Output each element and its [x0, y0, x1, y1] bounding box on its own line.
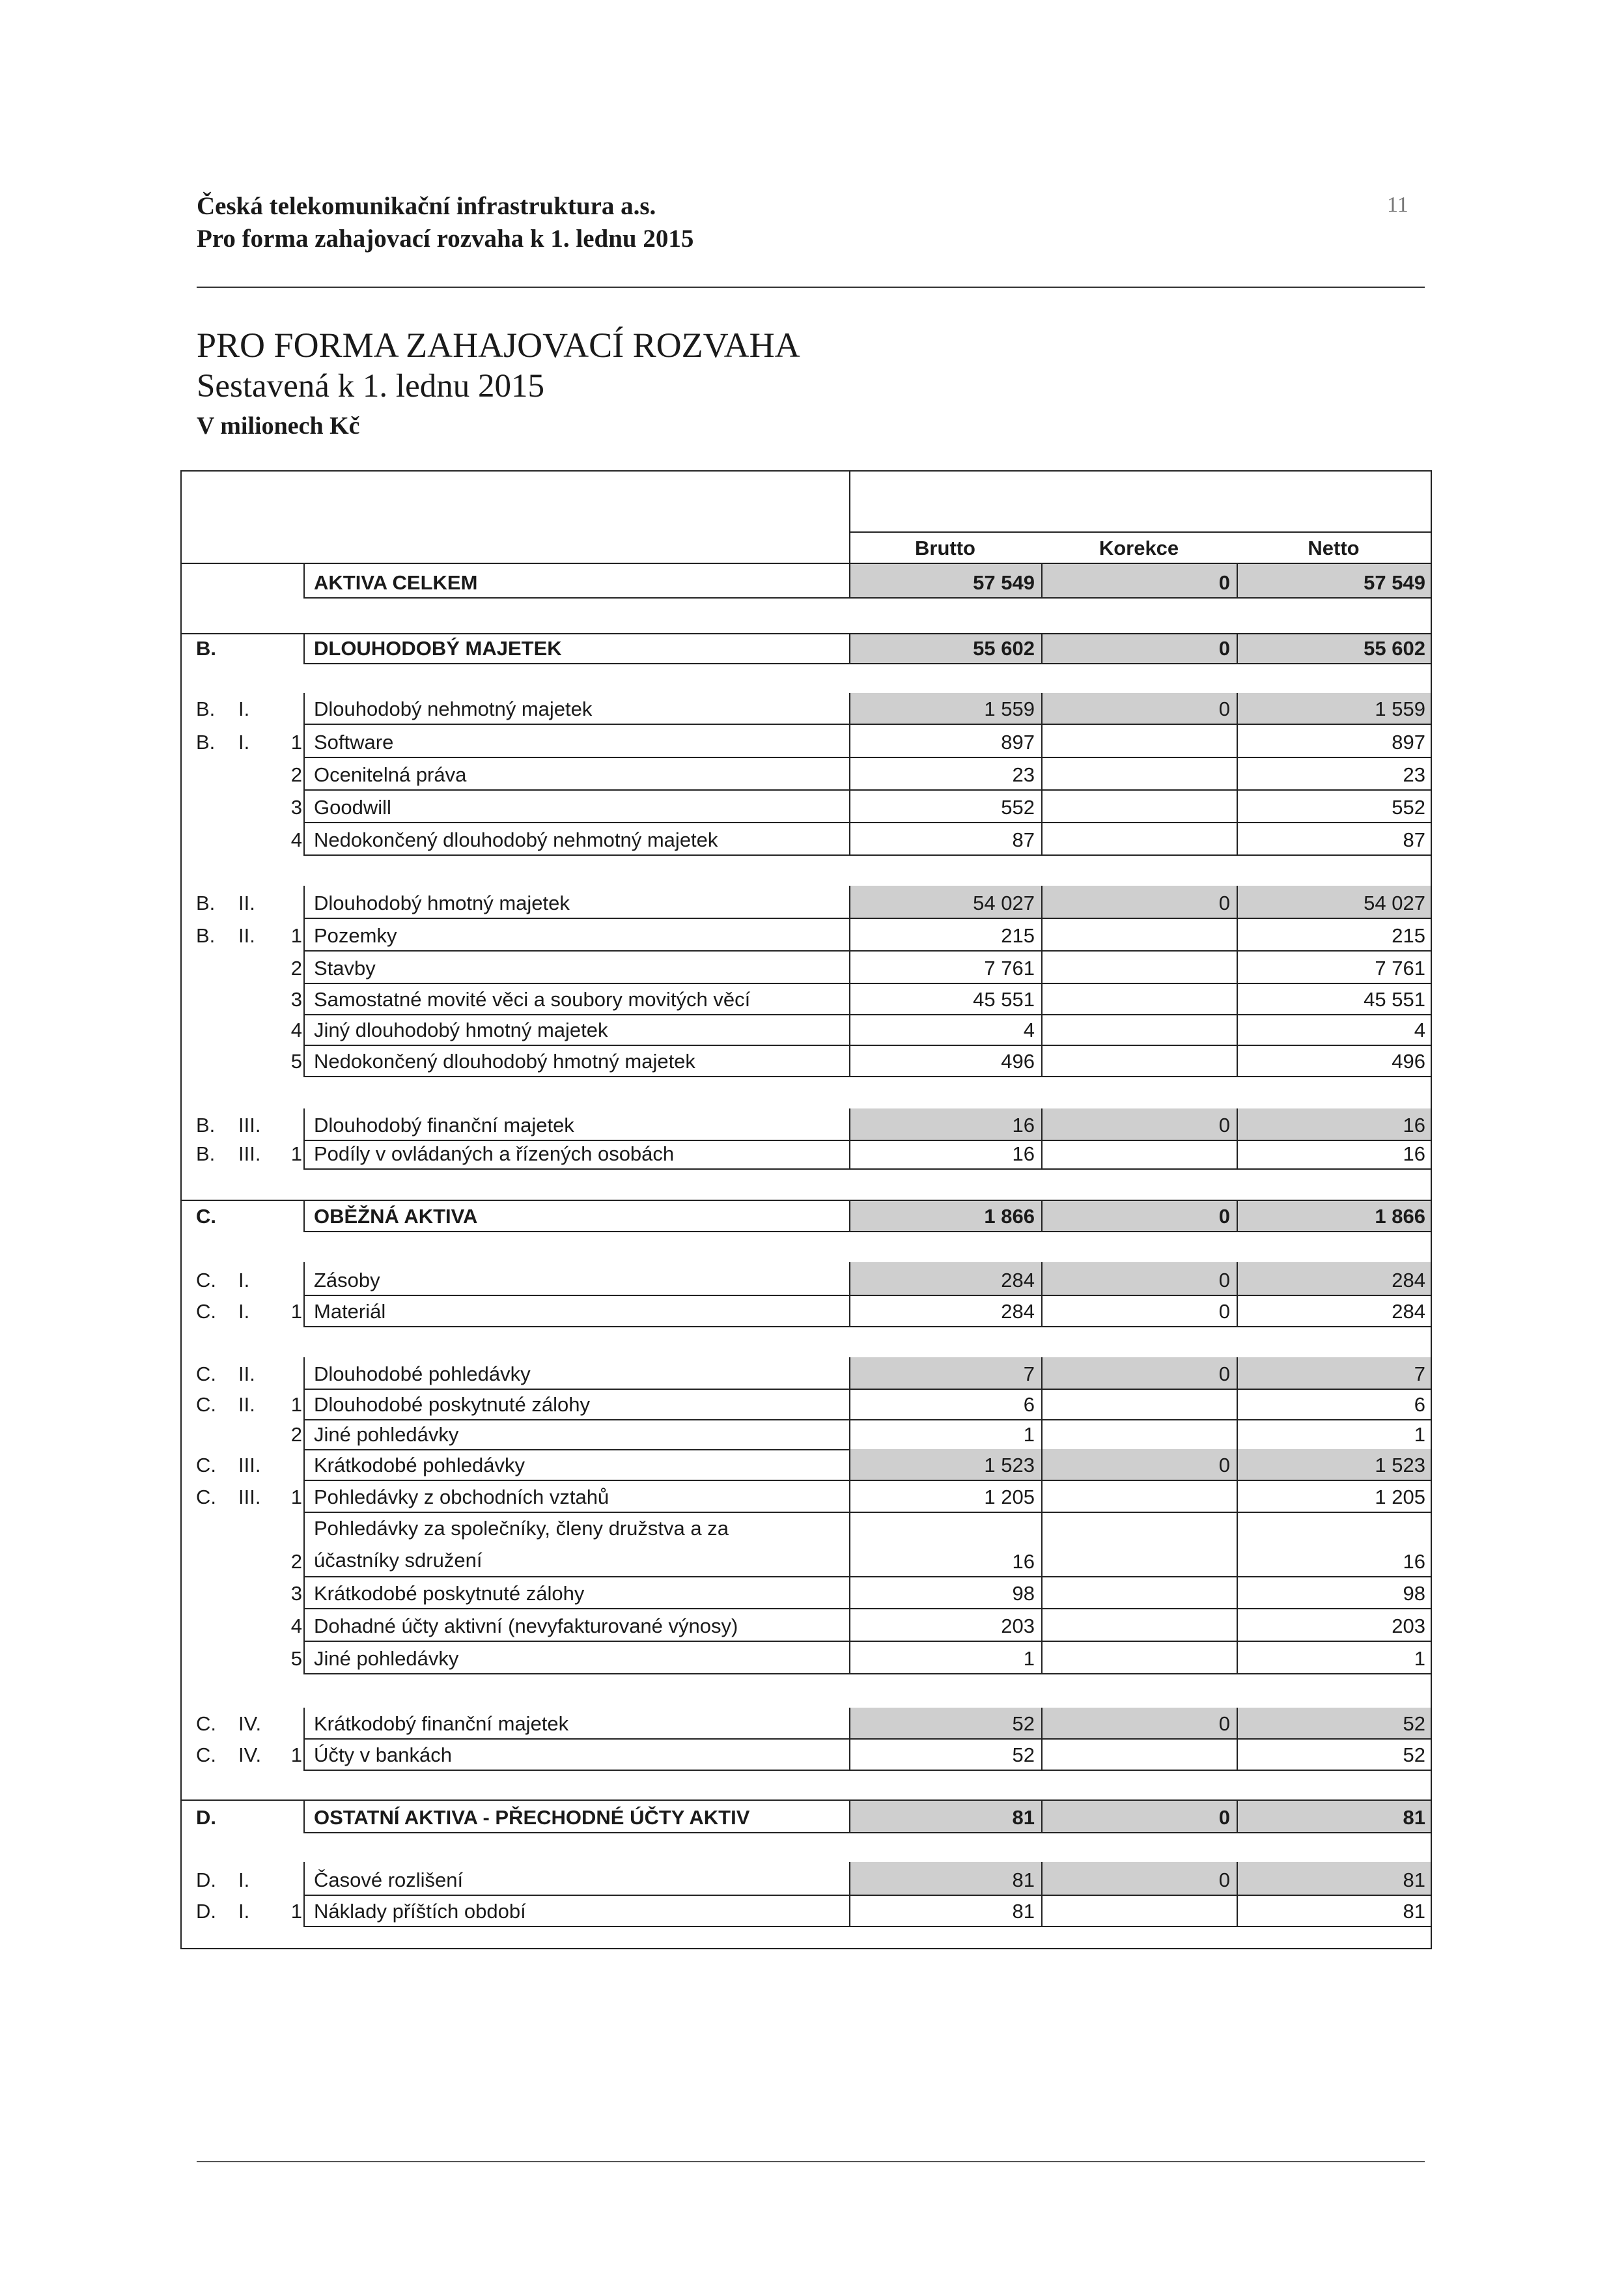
row-line — [303, 1480, 1431, 1481]
column-header-netto: Netto — [1308, 537, 1360, 559]
column-divider — [303, 886, 305, 918]
row-code-section: D. — [196, 1806, 216, 1829]
row-code-group: I. — [238, 1869, 250, 1891]
balance-sheet-date: Sestavená k 1. lednu 2015 — [197, 368, 544, 404]
row-line — [303, 1014, 1431, 1015]
row-code-item: 2 — [290, 1423, 302, 1446]
row-code-section: B. — [196, 731, 216, 754]
value-netto: 284 — [1392, 1269, 1425, 1291]
value-netto: 1 205 — [1375, 1486, 1425, 1508]
value-brutto: 87 — [1012, 828, 1035, 851]
column-divider — [1041, 950, 1043, 983]
value-brutto: 6 — [1023, 1393, 1035, 1416]
row-label: Účty v bankách — [314, 1743, 452, 1766]
row-code-item: 1 — [290, 1486, 302, 1508]
row-label: Dlouhodobý nehmotný majetek — [314, 698, 593, 720]
row-label: DLOUHODOBÝ MAJETEK — [314, 637, 562, 660]
value-brutto: 7 761 — [984, 957, 1035, 980]
row-line — [303, 1512, 1431, 1513]
column-divider — [1041, 1895, 1043, 1926]
value-brutto: 81 — [1012, 1900, 1035, 1923]
row-code-group: I. — [238, 1300, 250, 1323]
row-code-section: D. — [196, 1900, 216, 1923]
value-brutto: 16 — [1012, 1550, 1035, 1573]
value-netto: 16 — [1403, 1114, 1425, 1136]
column-divider — [303, 1641, 305, 1673]
row-code-section: B. — [196, 698, 216, 720]
row-code-section: B. — [196, 1114, 216, 1136]
row-code-group: I. — [238, 731, 250, 754]
column-divider — [303, 1512, 305, 1576]
row-code-section: C. — [196, 1205, 216, 1228]
value-netto: 1 866 — [1375, 1205, 1425, 1228]
row-label: Materiál — [314, 1300, 386, 1323]
row-label: Krátkodobý finanční majetek — [314, 1712, 569, 1735]
row-line — [303, 950, 1431, 952]
row-label: Pohledávky za společníky, členy družstva a za — [314, 1517, 729, 1540]
column-header-line — [849, 531, 1431, 533]
value-brutto: 284 — [1001, 1269, 1035, 1291]
value-netto: 4 — [1414, 1019, 1425, 1041]
row-code-group: III. — [238, 1142, 261, 1165]
row-code-item: 2 — [290, 763, 302, 786]
value-netto: 552 — [1392, 796, 1425, 819]
row-line — [303, 1770, 1431, 1771]
column-divider — [303, 563, 305, 597]
value-netto: 23 — [1403, 763, 1425, 786]
row-code-item: 3 — [290, 988, 302, 1011]
row-code-group: IV. — [238, 1743, 262, 1766]
column-divider — [303, 1108, 305, 1140]
row-line — [303, 1231, 1431, 1232]
row-code-group: II. — [238, 924, 255, 947]
row-line — [303, 1895, 1431, 1896]
row-label: Nedokončený dlouhodobý hmotný majetek — [314, 1050, 695, 1073]
value-netto: 81 — [1403, 1806, 1425, 1829]
row-code-group: III. — [238, 1454, 261, 1476]
footer-divider — [197, 2161, 1425, 2162]
value-brutto: 1 — [1023, 1423, 1035, 1446]
value-korekce: 0 — [1218, 698, 1230, 720]
value-brutto: 1 559 — [984, 698, 1035, 720]
value-brutto: 16 — [1012, 1142, 1035, 1165]
document-subtitle: Pro forma zahajovací rozvaha k 1. lednu 2015 — [197, 225, 694, 253]
column-divider — [1041, 1608, 1043, 1641]
column-header-brutto: Brutto — [915, 537, 975, 559]
row-line — [303, 1738, 1431, 1740]
value-brutto: 54 027 — [973, 892, 1035, 914]
value-netto: 1 523 — [1375, 1454, 1425, 1476]
value-netto: 215 — [1392, 924, 1425, 947]
value-brutto: 1 — [1023, 1647, 1035, 1670]
row-code-group: I. — [238, 1900, 250, 1923]
column-divider — [303, 725, 305, 757]
row-code-item: 1 — [290, 1142, 302, 1165]
value-korekce: 0 — [1218, 1269, 1230, 1291]
row-label: Goodwill — [314, 796, 391, 819]
column-divider — [1041, 1419, 1043, 1449]
column-divider — [1041, 1641, 1043, 1673]
column-divider — [303, 1140, 305, 1168]
value-netto: 81 — [1403, 1900, 1425, 1923]
value-brutto: 23 — [1012, 763, 1035, 786]
row-code-item: 5 — [290, 1647, 302, 1670]
value-korekce: 0 — [1218, 1712, 1230, 1735]
column-divider — [303, 1295, 305, 1326]
column-divider — [303, 1708, 305, 1738]
value-korekce: 0 — [1218, 1806, 1230, 1829]
value-brutto: 215 — [1001, 924, 1035, 947]
value-netto: 81 — [1403, 1869, 1425, 1891]
value-brutto: 57 549 — [973, 571, 1035, 594]
column-divider — [1041, 822, 1043, 854]
header-divider — [197, 287, 1425, 288]
row-code-item: 3 — [290, 796, 302, 819]
column-divider — [303, 693, 305, 724]
section-line — [182, 563, 1431, 564]
row-label: Nedokončený dlouhodobý nehmotný majetek — [314, 828, 718, 851]
row-label: Dlouhodobé poskytnuté zálohy — [314, 1393, 590, 1416]
row-line — [303, 597, 1431, 599]
column-divider — [303, 1262, 305, 1295]
row-label: Krátkodobé pohledávky — [314, 1454, 525, 1476]
value-netto: 7 — [1414, 1362, 1425, 1385]
value-netto: 55 602 — [1364, 637, 1425, 660]
row-code-group: III. — [238, 1114, 261, 1136]
column-divider — [1041, 1738, 1043, 1770]
row-code-item: 1 — [290, 1300, 302, 1323]
row-code-section: B. — [196, 637, 216, 660]
row-code-group: III. — [238, 1486, 261, 1508]
column-divider — [303, 1480, 305, 1512]
row-code-item: 1 — [290, 1393, 302, 1416]
row-line — [303, 789, 1431, 791]
column-divider — [303, 918, 305, 950]
row-code-item: 2 — [290, 1550, 302, 1573]
row-label: Ocenitelná práva — [314, 763, 467, 786]
value-netto: 54 027 — [1364, 892, 1425, 914]
row-label: Software — [314, 731, 394, 754]
column-divider — [303, 1045, 305, 1076]
value-brutto: 4 — [1023, 1019, 1035, 1041]
column-divider — [303, 983, 305, 1014]
value-brutto: 1 205 — [984, 1486, 1035, 1508]
row-code-section: B. — [196, 892, 216, 914]
column-divider — [1041, 1045, 1043, 1076]
row-code-group: I. — [238, 1269, 250, 1291]
column-divider — [303, 1895, 305, 1926]
value-korekce: 0 — [1218, 571, 1230, 594]
row-label: OSTATNÍ AKTIVA - PŘECHODNÉ ÚČTY AKTIV — [314, 1806, 750, 1829]
column-divider — [303, 1389, 305, 1419]
value-korekce: 0 — [1218, 637, 1230, 660]
row-label: Jiný dlouhodobý hmotný majetek — [314, 1019, 608, 1041]
value-netto: 1 — [1414, 1423, 1425, 1446]
value-korekce: 0 — [1218, 892, 1230, 914]
value-brutto: 16 — [1012, 1114, 1035, 1136]
value-netto: 52 — [1403, 1712, 1425, 1735]
value-brutto: 98 — [1012, 1582, 1035, 1605]
row-code-group: II. — [238, 892, 255, 914]
row-line — [303, 1673, 1431, 1674]
row-line — [303, 1295, 1431, 1296]
value-brutto: 45 551 — [973, 988, 1035, 1011]
row-line — [303, 757, 1431, 758]
column-divider — [1041, 725, 1043, 757]
value-brutto: 81 — [1012, 1869, 1035, 1891]
row-line — [303, 1076, 1431, 1077]
column-divider — [1041, 1014, 1043, 1045]
row-code-section: B. — [196, 1142, 216, 1165]
value-brutto: 7 — [1023, 1362, 1035, 1385]
row-line — [303, 1419, 1431, 1420]
balance-sheet-table — [180, 470, 1432, 1949]
row-code-section: C. — [196, 1486, 216, 1508]
column-divider — [1041, 757, 1043, 789]
row-line — [303, 1832, 1431, 1833]
row-label: Dlouhodobé pohledávky — [314, 1362, 531, 1385]
column-divider — [303, 1862, 305, 1895]
value-korekce: 0 — [1218, 1869, 1230, 1891]
row-line — [303, 1389, 1431, 1390]
value-netto: 6 — [1414, 1393, 1425, 1416]
value-netto: 897 — [1392, 731, 1425, 754]
row-label: Pohledávky z obchodních vztahů — [314, 1486, 609, 1508]
value-netto: 496 — [1392, 1050, 1425, 1073]
row-code-group: IV. — [238, 1712, 262, 1735]
column-divider — [1041, 983, 1043, 1014]
value-netto: 1 — [1414, 1647, 1425, 1670]
row-code-group: II. — [238, 1393, 255, 1416]
column-divider — [1041, 1576, 1043, 1608]
row-code-section: C. — [196, 1743, 216, 1766]
value-netto: 1 559 — [1375, 698, 1425, 720]
column-divider — [1041, 1140, 1043, 1168]
row-code-section: C. — [196, 1362, 216, 1385]
row-code-section: C. — [196, 1454, 216, 1476]
row-label: Podíly v ovládaných a řízených osobách — [314, 1142, 675, 1165]
value-korekce: 0 — [1218, 1300, 1230, 1323]
row-line — [303, 1140, 1431, 1141]
row-line — [303, 983, 1431, 984]
row-label: Dohadné účty aktivní (nevyfakturované výnosy) — [314, 1615, 738, 1637]
value-brutto: 52 — [1012, 1712, 1035, 1735]
value-brutto: 552 — [1001, 796, 1035, 819]
value-netto: 52 — [1403, 1743, 1425, 1766]
row-line — [303, 822, 1431, 823]
column-divider — [303, 633, 305, 663]
row-label: Stavby — [314, 957, 376, 980]
row-code-section: D. — [196, 1869, 216, 1891]
section-line — [182, 1799, 1431, 1801]
balance-sheet-title: PRO FORMA ZAHAJOVACÍ ROZVAHA — [197, 326, 800, 365]
row-label: OBĚŽNÁ AKTIVA — [314, 1205, 478, 1228]
row-line — [303, 1576, 1431, 1577]
value-netto: 87 — [1403, 828, 1425, 851]
row-code-item: 2 — [290, 957, 302, 980]
row-code-section: C. — [196, 1300, 216, 1323]
value-netto: 7 761 — [1375, 957, 1425, 980]
value-brutto: 1 523 — [984, 1454, 1035, 1476]
row-label: Pozemky — [314, 924, 397, 947]
row-label: Náklady příštích období — [314, 1900, 526, 1923]
value-brutto: 1 866 — [984, 1205, 1035, 1228]
column-divider — [303, 1419, 305, 1449]
row-code-item: 4 — [290, 1019, 302, 1041]
section-line — [182, 633, 1431, 634]
row-line — [303, 663, 1431, 664]
value-korekce: 0 — [1218, 1362, 1230, 1385]
column-divider — [303, 789, 305, 822]
column-divider — [303, 1014, 305, 1045]
row-code-item: 1 — [290, 1743, 302, 1766]
row-line — [303, 854, 1431, 856]
value-netto: 284 — [1392, 1300, 1425, 1323]
column-divider — [303, 1449, 305, 1480]
currency-unit: V milionech Kč — [197, 412, 360, 440]
row-label: Časové rozlišení — [314, 1869, 464, 1891]
value-brutto: 496 — [1001, 1050, 1035, 1073]
value-netto: 16 — [1403, 1142, 1425, 1165]
value-netto: 45 551 — [1364, 988, 1425, 1011]
column-divider — [303, 822, 305, 854]
row-code-item: 1 — [290, 731, 302, 754]
column-divider — [303, 1357, 305, 1389]
row-code-section: B. — [196, 924, 216, 947]
row-code-item: 1 — [290, 924, 302, 947]
row-code-group: I. — [238, 698, 250, 720]
row-line — [303, 918, 1431, 919]
column-divider — [1041, 1480, 1043, 1512]
row-line — [303, 1926, 1431, 1927]
row-code-group: II. — [238, 1362, 255, 1385]
row-label-continued: účastníky sdružení — [314, 1549, 483, 1572]
row-label: Zásoby — [314, 1269, 380, 1291]
section-line — [182, 1200, 1431, 1201]
row-code-item: 5 — [290, 1050, 302, 1073]
value-korekce: 0 — [1218, 1205, 1230, 1228]
row-label: Dlouhodobý finanční majetek — [314, 1114, 574, 1136]
column-divider — [303, 757, 305, 789]
row-code-section: C. — [196, 1393, 216, 1416]
company-name: Česká telekomunikační infrastruktura a.s. — [197, 192, 656, 220]
row-line — [303, 1168, 1431, 1170]
row-label: Samostatné movité věci a soubory movitých věcí — [314, 988, 751, 1011]
row-label: Jiné pohledávky — [314, 1647, 459, 1670]
column-divider — [303, 1576, 305, 1608]
row-code-item: 4 — [290, 828, 302, 851]
value-brutto: 52 — [1012, 1743, 1035, 1766]
row-line — [303, 1641, 1431, 1642]
row-code-item: 3 — [290, 1582, 302, 1605]
value-netto: 16 — [1403, 1550, 1425, 1573]
column-divider — [1041, 1512, 1043, 1576]
value-brutto: 897 — [1001, 731, 1035, 754]
column-divider — [303, 1738, 305, 1770]
row-label: AKTIVA CELKEM — [314, 571, 478, 594]
row-label: Dlouhodobý hmotný majetek — [314, 892, 570, 914]
column-divider — [1041, 918, 1043, 950]
row-line — [303, 724, 1431, 725]
page-number: 11 — [1387, 193, 1408, 217]
row-code-item: 4 — [290, 1615, 302, 1637]
column-divider — [303, 1608, 305, 1641]
row-label: Jiné pohledávky — [314, 1423, 459, 1446]
column-divider — [303, 950, 305, 983]
value-korekce: 0 — [1218, 1454, 1230, 1476]
row-code-section: C. — [196, 1712, 216, 1735]
value-brutto: 284 — [1001, 1300, 1035, 1323]
document-header — [197, 190, 1434, 255]
value-netto: 203 — [1392, 1615, 1425, 1637]
column-divider — [1041, 789, 1043, 822]
row-line — [303, 1326, 1431, 1327]
value-netto: 98 — [1403, 1582, 1425, 1605]
row-line — [303, 1045, 1431, 1046]
row-line — [303, 1608, 1431, 1609]
column-header-korekce: Korekce — [1099, 537, 1179, 559]
title-block — [197, 324, 800, 445]
column-divider — [303, 1200, 305, 1231]
column-divider — [1041, 1389, 1043, 1419]
value-korekce: 0 — [1218, 1114, 1230, 1136]
value-brutto: 55 602 — [973, 637, 1035, 660]
value-brutto: 203 — [1001, 1615, 1035, 1637]
value-brutto: 81 — [1012, 1806, 1035, 1829]
column-divider — [303, 1799, 305, 1832]
row-code-item: 1 — [290, 1900, 302, 1923]
value-netto: 57 549 — [1364, 571, 1425, 594]
row-label: Krátkodobé poskytnuté zálohy — [314, 1582, 585, 1605]
row-code-section: C. — [196, 1269, 216, 1291]
